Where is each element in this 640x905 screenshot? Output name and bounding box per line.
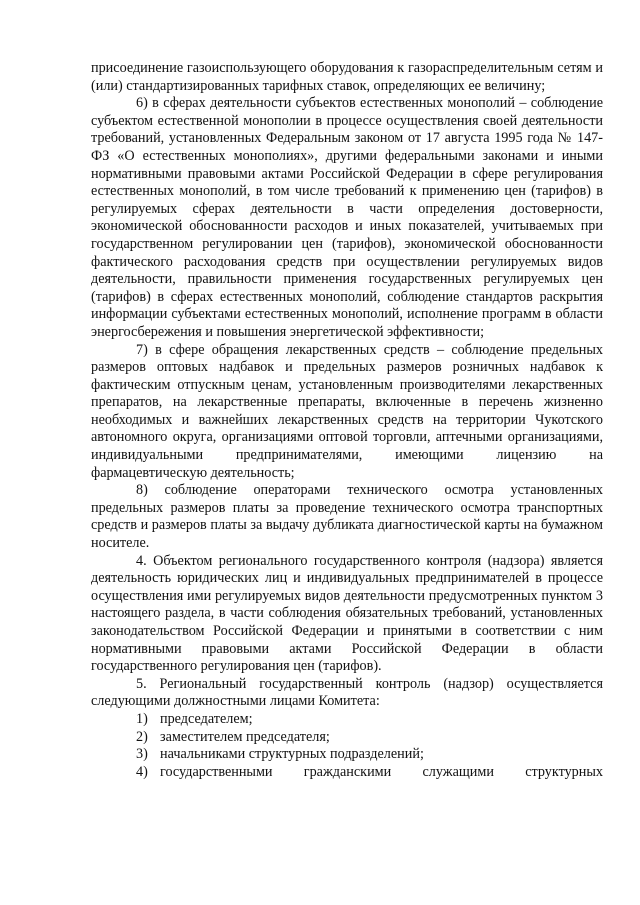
list-item — [91, 746, 603, 764]
list-item — [91, 729, 603, 747]
list-item-text: заместителем председателя; — [160, 728, 330, 745]
paragraph-item-7: 7) в сфере обращения лекарственных средств – соблюдение предельных размеров оптовых надбавок и предельных размеров розничных надбавок к фактическим отпускным ценам, установленным производителями лекарственных препаратов, на лекарственные препараты, включенные в перечень жизненно необходимых и важнейших лекарственных средств на территории Чукотского автономного округа, организациями оптовой торговли, аптечными организациями, индивидуальными предпринимателями, имеющими лицензию на фармацевтическую деятельность; — [91, 341, 603, 481]
list-item-text: государственными гражданскими служащими структурных — [160, 763, 603, 780]
list-item-number: 3) — [136, 746, 148, 763]
paragraph-continuation: присоединение газоиспользующего оборудования к газораспределительным сетям и (или) стандартизированных тарифных ставок, определяющих ее величину; — [91, 60, 603, 94]
list-item-number: 4) — [136, 763, 148, 780]
list-item-number: 1) — [136, 710, 148, 727]
paragraph-item-8: 8) соблюдение операторами технического осмотра установленных предельных размеров платы за проведение технического осмотра транспортных средств и размеров платы за выдачу дубликата диагностической карты на бумажном носителе. — [91, 482, 603, 552]
document-page — [91, 60, 603, 781]
paragraph-item-6: 6) в сферах деятельности субъектов естественных монополий – соблюдение субъектом естественной монополии в процессе осуществления своей деятельности требований, установленных Федеральным законом от 17 августа 1995 года № 147-ФЗ «О естественных монополиях», другими федеральными законами и иными нормативными правовыми актами Российской Федерации в сфере регулирования естественных монополий, в том числе требований к применению цен (тарифов) в регулируемых сферах деятельности в части определения достоверности, экономической обоснованности расходов и иных показателей, учитываемых при государственном регулировании цен (тарифов), экономической обоснованности фактического расходования средств при осуществлении регулируемых видов деятельности, правильности применения государственных регулируемых цен (тарифов) в сферах естественных монополий, соблюдение стандартов раскрытия информации субъектами естественных монополий, исполнение программ в области энергосбережения и повышения энергетической эффективности; — [91, 95, 603, 340]
list-item-number: 2) — [136, 728, 148, 745]
officials-list — [91, 711, 603, 781]
list-item — [91, 764, 603, 782]
list-item-text: председателем; — [160, 710, 253, 727]
paragraph-section-4: 4. Объектом регионального государственного контроля (надзора) является деятельность юридических лиц и индивидуальных предпринимателей в процессе осуществления ими регулируемых видов деятельности предусмотренных пунктом 3 настоящего раздела, в части соблюдения обязательных требований, установленных законодательством Российской Федерации и принятыми в соответствии с ним нормативными правовыми актами Российской Федерации в области государственного регулирования цен (тарифов). — [91, 552, 603, 675]
paragraph-section-5: 5. Региональный государственный контроль (надзор) осуществляется следующими должностными лицами Комитета: — [91, 675, 603, 710]
list-item — [91, 711, 603, 729]
list-item-text: начальниками структурных подразделений; — [160, 746, 424, 763]
